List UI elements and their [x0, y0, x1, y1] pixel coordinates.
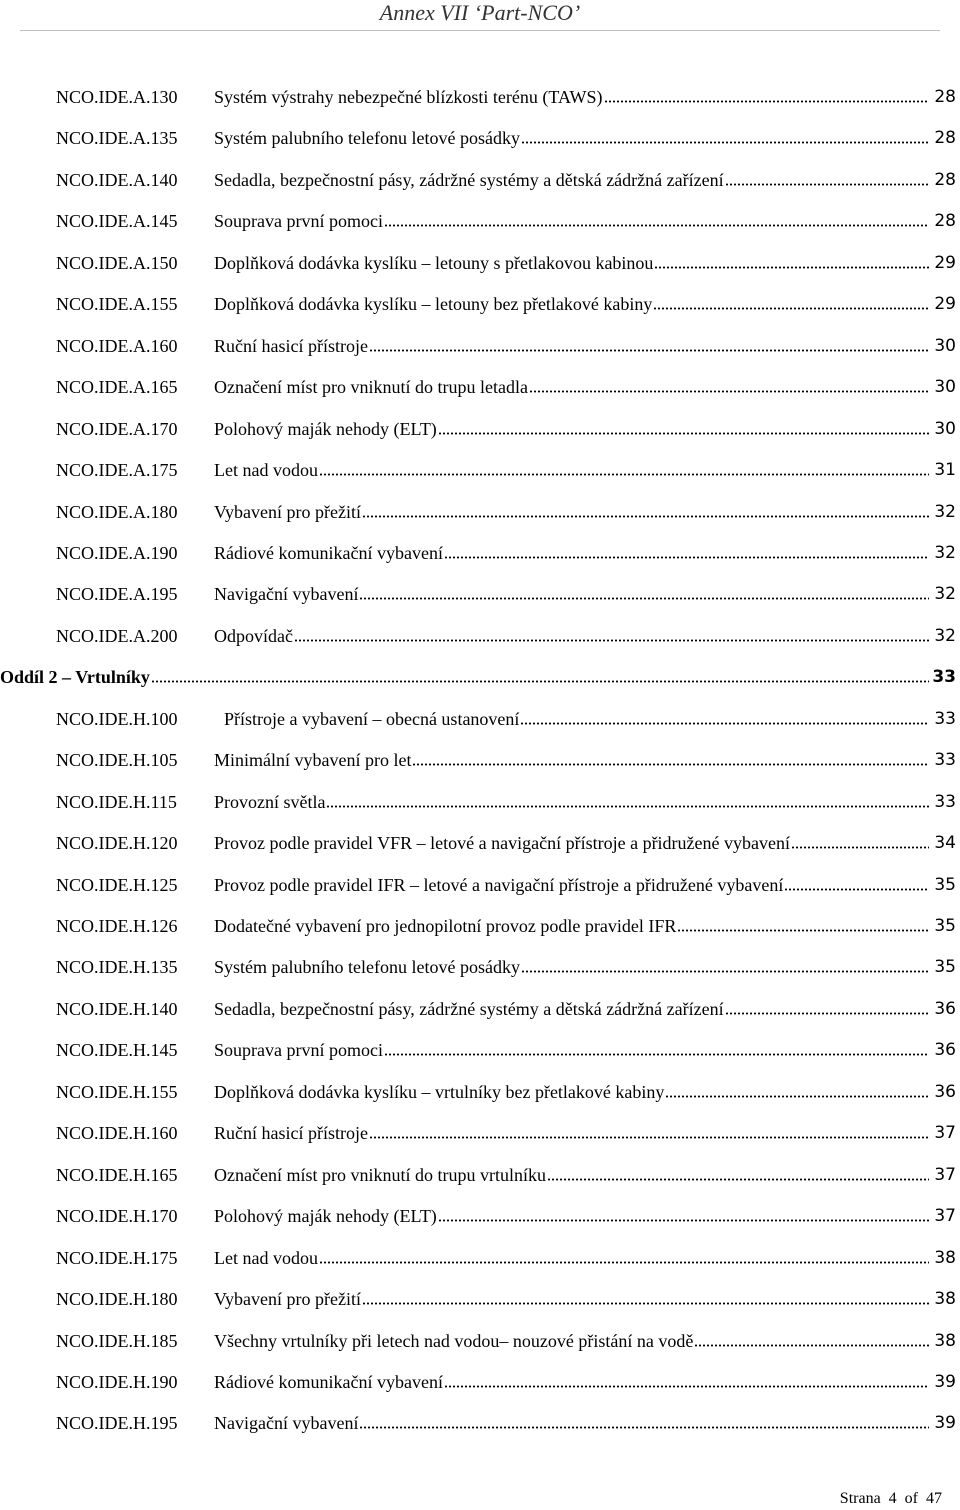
toc-entry-page: 36 — [934, 1040, 956, 1061]
toc-entry-title: Doplňková dodávka kyslíku – vrtulníky bez přetlakové kabiny — [214, 1081, 665, 1102]
toc-entry-page: 35 — [934, 916, 956, 936]
page-number: 4 — [888, 1490, 897, 1507]
dot-leader — [725, 1012, 929, 1015]
toc-entry[interactable] — [56, 441, 956, 481]
toc-entry-page: 32 — [934, 625, 956, 646]
toc-entry-code: NCO.IDE.H.126 — [56, 916, 178, 936]
toc-entry[interactable] — [56, 151, 956, 191]
dot-leader — [369, 349, 929, 352]
toc-entry-title: Sedadla, bezpečnostní pásy, zádržné systémy a dětská zádržná zařízení — [214, 169, 724, 190]
toc-entry-title: Přístroje a vybavení – obecná ustanovení — [224, 708, 520, 729]
toc-entry-page: 38 — [934, 1289, 956, 1310]
toc-entry[interactable] — [56, 607, 956, 647]
toc-entry-page: 32 — [934, 542, 956, 563]
toc-entry-code: NCO.IDE.A.130 — [56, 87, 178, 107]
toc-entry-title: Souprava první pomoci — [214, 1040, 383, 1061]
toc-entry-code: NCO.IDE.A.155 — [56, 294, 178, 315]
toc-entry[interactable] — [56, 1104, 956, 1144]
toc-entry-title: Sedadla, bezpečnostní pásy, zádržné systémy a dětská zádržná zařízení — [214, 998, 724, 1019]
toc-entry-title: Doplňková dodávka kyslíku – letouny s přetlakovou kabinou — [214, 252, 654, 273]
toc-entry-title: Všechny vrtulníky při letech nad vodou– nouzové přistání na vodě — [214, 1330, 694, 1351]
dot-leader — [677, 929, 929, 932]
toc-entry[interactable] — [56, 980, 956, 1020]
toc-entry[interactable] — [56, 731, 956, 771]
dot-leader — [444, 1385, 929, 1388]
toc-entry[interactable] — [56, 483, 956, 523]
toc-entry-page: 35 — [934, 957, 956, 978]
toc-entry-title: Polohový maják nehody (ELT) — [214, 1206, 437, 1227]
toc-entry-page: 34 — [934, 833, 956, 854]
toc-entry-code: NCO.IDE.A.190 — [56, 542, 178, 563]
toc-entry-title: Navigační vybavení — [214, 1413, 359, 1434]
toc-entry-code: NCO.IDE.H.115 — [56, 791, 177, 812]
dot-leader — [369, 1136, 929, 1139]
toc-entry[interactable] — [56, 275, 956, 315]
dot-leader — [359, 1426, 929, 1429]
toc-entry-code: NCO.IDE.H.140 — [56, 998, 178, 1019]
dot-leader — [521, 141, 929, 144]
toc-entry-code: NCO.IDE.A.175 — [56, 460, 178, 481]
toc-entry-code: NCO.IDE.H.155 — [56, 1081, 178, 1102]
toc-entry-page: 37 — [934, 1164, 956, 1185]
toc-entry[interactable] — [56, 1270, 956, 1310]
toc-entry-code: NCO.IDE.H.170 — [56, 1206, 178, 1227]
dot-leader — [362, 515, 929, 518]
toc-entry[interactable] — [56, 938, 956, 978]
dot-leader — [791, 846, 929, 849]
toc-entry-code: NCO.IDE.H.190 — [56, 1371, 178, 1392]
dot-leader — [725, 183, 929, 186]
toc-entry-page: 31 — [934, 460, 956, 481]
dot-leader — [444, 556, 929, 559]
toc-entry-page: 30 — [934, 335, 956, 356]
document-title: Annex VII ‘Part-NCO’ — [379, 0, 581, 25]
toc-entry-code: NCO.IDE.H.120 — [56, 833, 178, 854]
toc-entry[interactable] — [56, 524, 956, 564]
page-label: Strana — [839, 1490, 881, 1507]
toc-entry-title: Navigační vybavení — [214, 584, 359, 605]
toc-entry-code: NCO.IDE.A.180 — [56, 501, 178, 522]
toc-entry-title: Systém výstrahy nebezpečné blízkosti terénu (TAWS) — [214, 87, 603, 107]
dot-leader — [665, 1095, 929, 1098]
section-title: Oddíl 2 – Vrtulníky — [0, 667, 150, 688]
toc-entry-code: NCO.IDE.H.165 — [56, 1164, 178, 1185]
toc-entry-page: 33 — [934, 791, 956, 812]
dot-leader — [438, 432, 929, 435]
toc-entry-page: 30 — [934, 377, 956, 398]
toc-entry-code: NCO.IDE.A.150 — [56, 252, 178, 273]
dot-leader — [362, 1302, 929, 1305]
dot-leader — [654, 266, 929, 269]
toc-entry-code: NCO.IDE.H.160 — [56, 1123, 178, 1144]
toc-entry-page: 36 — [934, 998, 956, 1019]
toc-entry-title: Systém palubního telefonu letové posádky — [214, 128, 520, 149]
toc-entry[interactable] — [56, 1063, 956, 1103]
toc-entry-page: 38 — [934, 1247, 956, 1268]
toc-entry[interactable] — [56, 1187, 956, 1227]
toc-entry[interactable] — [56, 234, 956, 274]
toc-entry-title: Označení míst pro vniknutí do trupu letadla — [214, 377, 528, 398]
dot-leader — [529, 390, 929, 393]
toc-entry-page: 33 — [934, 708, 956, 729]
dot-leader — [151, 680, 929, 683]
toc-entry-title: Souprava první pomoci — [214, 211, 383, 232]
dot-leader — [294, 639, 929, 642]
dot-leader — [521, 970, 929, 973]
dot-leader — [359, 597, 929, 600]
toc-entry-code: NCO.IDE.H.195 — [56, 1413, 178, 1434]
toc-entry-title: Let nad vodou — [214, 1247, 318, 1268]
toc-entry-page: 29 — [934, 252, 956, 273]
toc-entry[interactable] — [56, 68, 956, 108]
toc-entry[interactable] — [56, 690, 956, 730]
section-page: 33 — [932, 667, 956, 688]
toc-entry-page: 29 — [934, 294, 956, 315]
toc-entry-title: Ruční hasicí přístroje — [214, 335, 368, 356]
toc-entry-page: 38 — [934, 1330, 956, 1351]
toc-entry-page: 32 — [934, 501, 956, 522]
toc-entry-page: 36 — [934, 1081, 956, 1102]
toc-entry-page: 28 — [934, 169, 956, 190]
dot-leader — [319, 1261, 929, 1264]
toc-entry[interactable] — [56, 358, 956, 398]
toc-entry[interactable] — [56, 109, 956, 149]
dot-leader — [384, 224, 929, 227]
toc-entry[interactable] — [56, 1021, 956, 1061]
dot-leader — [547, 1178, 929, 1181]
page-footer — [836, 1490, 942, 1508]
toc-entry[interactable] — [56, 400, 956, 440]
toc-entry[interactable] — [56, 1394, 956, 1434]
toc-entry-title: Odpovídač — [214, 625, 293, 646]
toc-entry-title: Rádiové komunikační vybavení — [214, 542, 443, 563]
toc-entry-title: Vybavení pro přežití — [214, 1289, 361, 1310]
toc-entry-code: NCO.IDE.H.185 — [56, 1330, 178, 1351]
toc-entry[interactable] — [56, 773, 956, 813]
toc-entry[interactable] — [56, 192, 956, 232]
toc-entry-page: 32 — [934, 584, 956, 605]
toc-entry-code: NCO.IDE.H.175 — [56, 1247, 178, 1268]
toc-entry-code: NCO.IDE.H.180 — [56, 1289, 178, 1310]
toc-entry-page: 28 — [934, 211, 956, 232]
toc-entry-title: Ruční hasicí přístroje — [214, 1123, 368, 1144]
toc-entry[interactable] — [56, 856, 956, 896]
page-header — [0, 0, 960, 28]
toc-entry[interactable] — [56, 565, 956, 605]
page-total: 47 — [926, 1490, 942, 1507]
toc-entry-page: 33 — [934, 750, 956, 771]
toc-entry[interactable] — [56, 1229, 956, 1269]
toc-entry[interactable] — [56, 897, 956, 937]
toc-entry-title: Provoz podle pravidel VFR – letové a navigační přístroje a přidružené vybavení — [214, 833, 790, 854]
toc-entry-page: 28 — [934, 87, 956, 107]
toc-entry-page: 35 — [934, 874, 956, 895]
toc-entry-title: Vybavení pro přežití — [214, 501, 361, 522]
toc-entry-code: NCO.IDE.A.160 — [56, 335, 178, 356]
header-divider — [20, 30, 940, 31]
dot-leader — [384, 1053, 929, 1056]
toc-entry-page: 39 — [934, 1413, 956, 1434]
toc-entry-page: 30 — [934, 418, 956, 439]
toc-entry-code: NCO.IDE.H.145 — [56, 1040, 178, 1061]
toc-entry-title: Doplňková dodávka kyslíku – letouny bez přetlakové kabiny — [214, 294, 653, 315]
dot-leader — [326, 805, 929, 808]
toc-entry-title: Dodatečné vybavení pro jednopilotní provoz podle pravidel IFR — [214, 916, 677, 936]
toc-entry-page: 37 — [934, 1206, 956, 1227]
toc-section-heading[interactable] — [0, 648, 956, 688]
toc-entry-title: Rádiové komunikační vybavení — [214, 1371, 443, 1392]
toc-entry-page: 37 — [934, 1123, 956, 1144]
dot-leader — [694, 1344, 929, 1347]
toc-entry-code: NCO.IDE.H.125 — [56, 874, 178, 895]
dot-leader — [412, 763, 929, 766]
toc-entry[interactable] — [56, 814, 956, 854]
dot-leader — [653, 307, 929, 310]
toc-entry-code: NCO.IDE.A.200 — [56, 625, 178, 646]
dot-leader — [784, 888, 929, 891]
toc-entry-code: NCO.IDE.H.100 — [56, 708, 178, 729]
toc-entry-code: NCO.IDE.A.135 — [56, 128, 178, 149]
toc-entry-title: Provoz podle pravidel IFR – letové a navigační přístroje a přidružené vybavení — [214, 874, 784, 895]
toc-entry-code: NCO.IDE.A.195 — [56, 584, 178, 605]
toc-entry[interactable] — [56, 1312, 956, 1352]
toc-entry-title: Polohový maják nehody (ELT) — [214, 418, 437, 439]
page-of-label: of — [904, 1490, 918, 1507]
dot-leader — [520, 722, 929, 725]
dot-leader — [604, 100, 929, 103]
toc-entry-page: 39 — [934, 1371, 956, 1392]
toc-entry-title: Provozní světla — [214, 791, 326, 812]
toc-entry-code: NCO.IDE.A.170 — [56, 418, 178, 439]
toc-entry[interactable] — [56, 317, 956, 357]
toc-entry-title: Minimální vybavení pro let — [214, 750, 412, 771]
dot-leader — [319, 473, 929, 476]
toc-entry-code: NCO.IDE.H.105 — [56, 750, 178, 771]
toc-entry[interactable] — [56, 1353, 956, 1393]
toc-entry-title: Označení míst pro vniknutí do trupu vrtulníku — [214, 1164, 546, 1185]
toc-entry[interactable] — [56, 1146, 956, 1186]
dot-leader — [438, 1219, 929, 1222]
toc-entry-code: NCO.IDE.A.165 — [56, 377, 178, 398]
toc-entry-code: NCO.IDE.A.140 — [56, 169, 178, 190]
toc-entry-title: Let nad vodou — [214, 460, 318, 481]
toc-entry-code: NCO.IDE.A.145 — [56, 211, 178, 232]
toc-entry-title: Systém palubního telefonu letové posádky — [214, 957, 520, 978]
toc-entry-code: NCO.IDE.H.135 — [56, 957, 178, 978]
toc-entry-page: 28 — [934, 128, 956, 149]
